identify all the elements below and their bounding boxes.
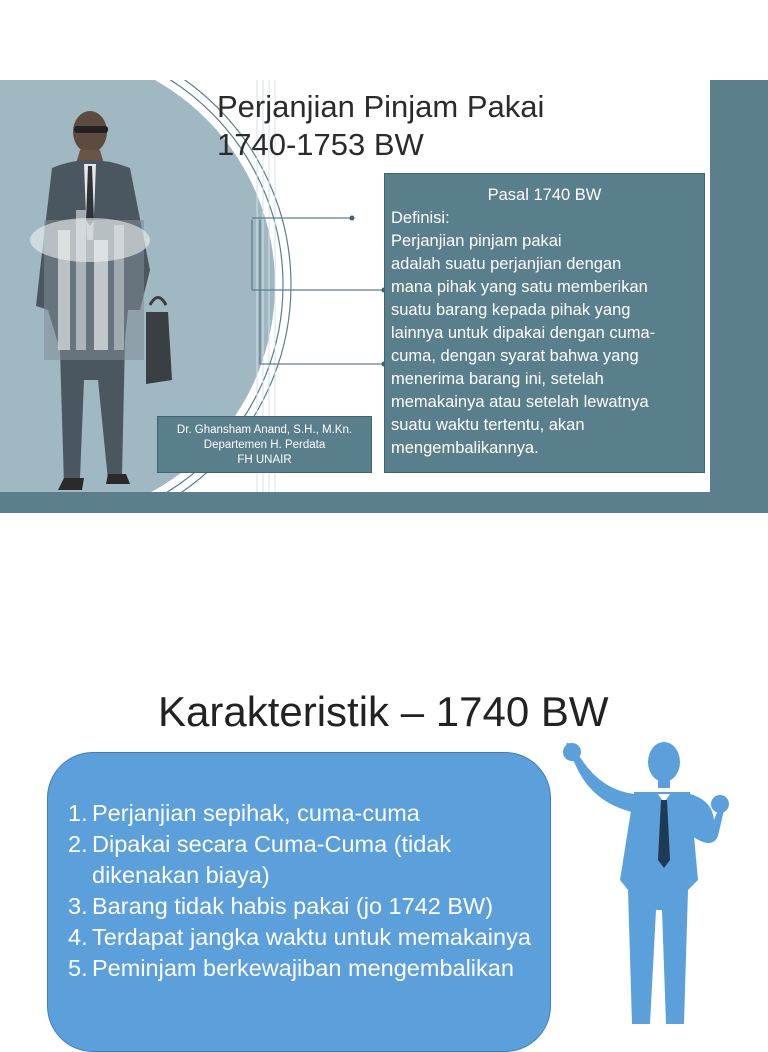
slide-1-canvas (0, 80, 710, 492)
author-department: Departemen H. Perdata (203, 439, 326, 451)
author-name: Dr. Ghansham Anand, S.H., M.Kn. (176, 424, 353, 436)
list-item: Perjanjian sepihak, cuma-cuma (92, 800, 420, 826)
list-item: Barang tidak habis pakai (jo 1742 BW) (92, 893, 494, 919)
list-item: Dipakai secara Cuma-Cuma (tidak dikenakan biaya) (92, 831, 452, 888)
slide-2-title: Karakteristik – 1740 BW (158, 688, 609, 735)
celebrating-man-silhouette-icon (562, 740, 732, 1024)
title-line-1: Perjanjian Pinjam Pakai (217, 89, 545, 124)
characteristics-box (47, 752, 551, 1052)
list-item: Terdapat jangka waktu untuk memakainya (92, 924, 531, 950)
slide-1-title (217, 88, 544, 164)
author-box (157, 416, 372, 473)
author-faculty: FH UNAIR (237, 454, 292, 466)
characteristics-list (68, 798, 550, 984)
pasal-heading: Pasal 1740 BW (487, 186, 602, 204)
pasal-body-text: Definisi: Perjanjian pinjam pakai adalah suatu perjanjian dengan mana pihak yang satu memberikan suatu barang kepada pihak yang lainnya untuk dipakai dengan cuma- cuma, dengan syarat bahwa yang menerima barang ini, setelah memakainya atau setelah lewatnya suatu waktu tertentu, akan mengembalikannya. (391, 209, 656, 457)
pasal-definition-box (384, 173, 705, 473)
slide-1 (0, 80, 768, 513)
title-line-2: 1740-1753 BW (217, 127, 424, 162)
list-item: Peminjam berkewajiban mengembalikan (92, 955, 514, 981)
